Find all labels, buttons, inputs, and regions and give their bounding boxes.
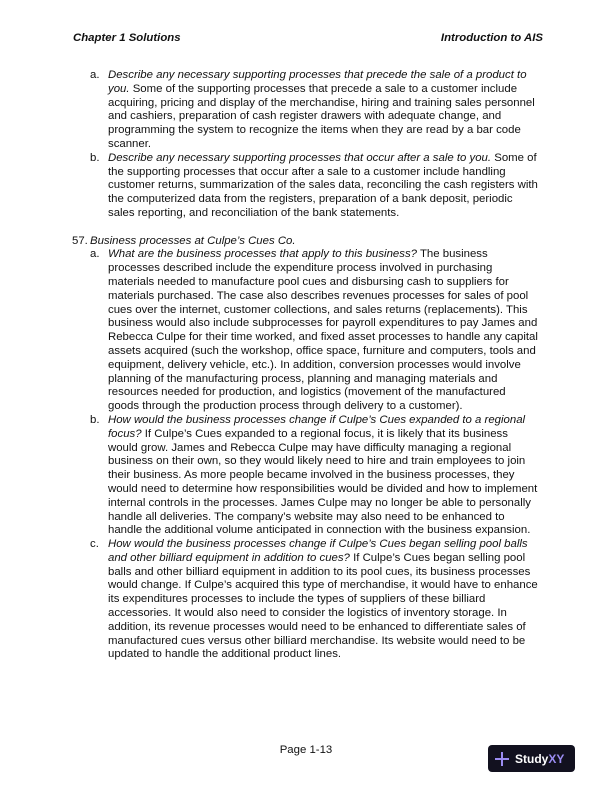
list-item xyxy=(0,69,538,152)
question-text: How would the business processes change if Culpe’s Cues expanded to a regional focus? xyxy=(108,413,526,440)
brand-accent: XY xyxy=(548,751,565,766)
list-item xyxy=(0,248,538,414)
page-number: Page 1-13 xyxy=(279,744,333,756)
problem-heading xyxy=(0,235,612,249)
brand-logo xyxy=(515,752,564,766)
problem-number: 57. xyxy=(72,234,88,247)
question-text: Describe any necessary supporting processes that occur after a sale to you. xyxy=(108,151,492,164)
answer-text: Some of the supporting processes that precede a sale to a customer include acquiring, pricing and display of the merchandise, hiring and training sales personnel and cashiers, preparation of cash register drawers with adequate change, and programming the system to recognize the items when they are read by a bar code scanner. xyxy=(108,82,535,150)
studyxy-badge[interactable] xyxy=(488,745,575,772)
question-text: Describe any necessary supporting processes that precede the sale of a product to you. xyxy=(108,69,527,95)
list-item xyxy=(0,414,538,538)
answer-text: If Culpe’s Cues expanded to a regional focus, it is likely that its business would grow. James and Rebecca Culpe may have difficulty managing a regional business on their own, so they would likely need to hire and train employees to join their business. As more people became involved in the business processes, they would need to determine how responsibilities would be divided and how to implement internal controls in the processes. James Culpe may no longer be able to personally handle all deliveries. The company’s website may also need to be enhanced to handle the additional volume anticipated in connection with the business expansion. xyxy=(108,427,538,537)
page-header xyxy=(73,32,543,48)
list-marker: a. xyxy=(90,69,100,81)
question-text: How would the business processes change if Culpe’s Cues began selling pool balls and other billiard equipment in addition to cues? xyxy=(108,538,528,564)
list-item xyxy=(0,538,538,662)
list-marker: b. xyxy=(90,151,100,164)
list-item xyxy=(0,152,538,221)
question-text: What are the business processes that apply to this business? xyxy=(108,248,417,261)
list-marker: a. xyxy=(90,248,100,261)
document-body xyxy=(0,69,612,662)
plus-icon xyxy=(495,752,509,766)
chapter-title: Chapter 1 Solutions xyxy=(73,32,181,44)
answer-text: Some of the supporting processes that occur after a sale to a customer include handling customer returns, summarization of the sales data, reconciling the cash registers with the computerized data from the registers, preparation of a bank deposit, periodic sales reporting, and reconciliation of the bank statements. xyxy=(108,151,538,219)
answer-text: If Culpe’s Cues began selling pool balls and other billiard equipment in addition to its pool cues, its business processes would change. If Culpe’s acquired this type of merchandise, it would have to enhance its expenditures processes to include the types of suppliers of these billiard accessories. It would also need to consider the logistics of inventory storage. In addition, its revenue processes would need to be enhanced to differentiate sales of manufactured cues versus other billiard merchandise. Its website would need to be updated to handle the additional product lines. xyxy=(108,551,538,661)
answer-text: The business processes described include the expenditure process involved in purchasing materials needed to manufacture pool cues and disbursing cash to suppliers for materials purchased. The case also describes revenues processes for sales of pool cues over the internet, customer collections, and sales returns (replacements). This business would also include subprocesses for payroll expenditures to pay James and Rebecca Culpe for their time worked, and fixed asset processes to handle any capital assets acquired (such the workshop, office space, furniture and computers, tools and equipment, delivery vehicle, etc.). In addition, conversion processes would involve planning of the manufacturing process, planning and managing materials and resources needed for production, and logistics (movement of the manufactured goods through the production process through delivery to a customer). xyxy=(108,248,538,413)
list-marker: c. xyxy=(90,538,99,551)
list-marker: b. xyxy=(90,413,100,426)
problem-title: Business processes at Culpe’s Cues Co. xyxy=(90,234,296,247)
brand-main: Study xyxy=(515,751,549,766)
section-title: Introduction to AIS xyxy=(440,32,543,44)
